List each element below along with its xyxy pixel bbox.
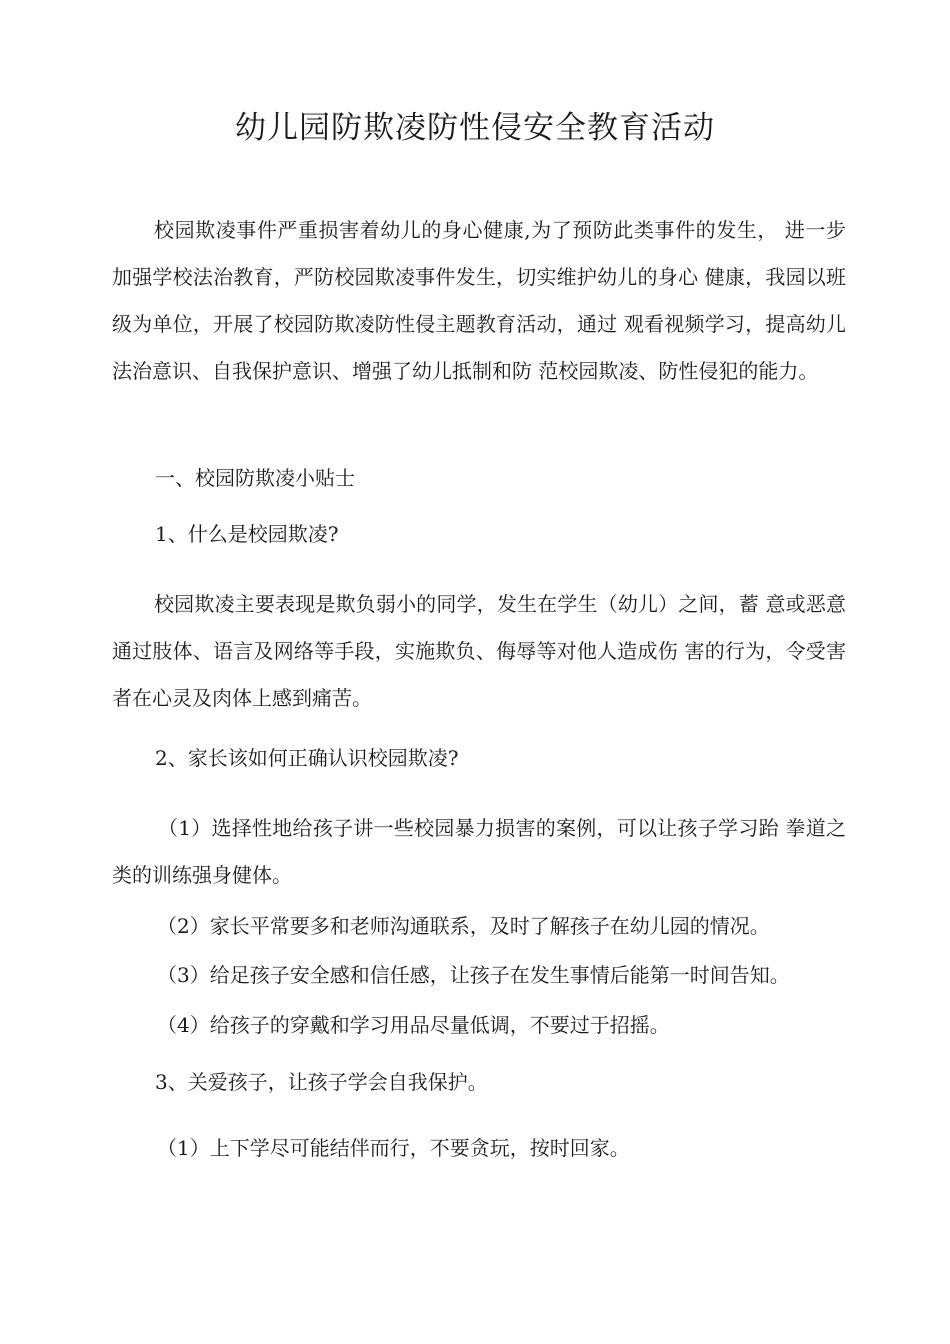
parents-tip-1: （1）选择性地给孩子讲一些校园暴力损害的案例，可以让孩子学习跆 拳道之类的训练强身健体。 (112, 816, 846, 887)
parents-tip-2: （2）家长平常要多和老师沟通联系，及时了解孩子在幼儿园的情况。 (157, 914, 770, 938)
question-heading-parents: 2、家长该如何正确认识校园欺凌? (155, 746, 459, 770)
parents-tip-3: （3）给足孩子安全感和信任感，让孩子在发生事情后能第一时间告知。 (157, 963, 790, 987)
self-protection-tip-1: （1）上下学尽可能结伴而行，不要贪玩，按时回家。 (157, 1136, 630, 1160)
section-heading-tips: 一、校园防欺凌小贴士 (155, 466, 355, 490)
bullying-definition-paragraph: 校园欺凌主要表现是欺负弱小的同学，发生在学生（幼儿）之间，蓄 意或恶意通过肢体、语言及网络等手段，实施欺负、侮辱等对他人造成伤 害的行为，令受害者在心灵及肉体上感到痛苦。 (112, 592, 846, 710)
intro-paragraph: 校园欺凌事件严重损害着幼儿的身心健康,为了预防此类事件的发生， 进一步加强学校法治教育，严防校园欺凌事件发生，切实维护幼儿的身心 健康，我园以班级为单位，开展了校园防欺凌防性侵主题教育活动，通过 观看视频学习，提高幼儿法治意识、自我保护意识、增强了幼儿抵制和防 范校园欺凌、防性侵犯的能力。 (112, 218, 846, 383)
question-heading-what-is-bullying: 1、什么是校园欺凌? (155, 522, 339, 546)
question-heading-self-protection: 3、关爱孩子，让孩子学会自我保护。 (155, 1070, 488, 1094)
document-title: 幼儿园防欺凌防性侵安全教育活动 (235, 110, 715, 146)
parents-tip-4: （4）给孩子的穿戴和学习用品尽量低调，不要过于招摇。 (157, 1013, 670, 1037)
